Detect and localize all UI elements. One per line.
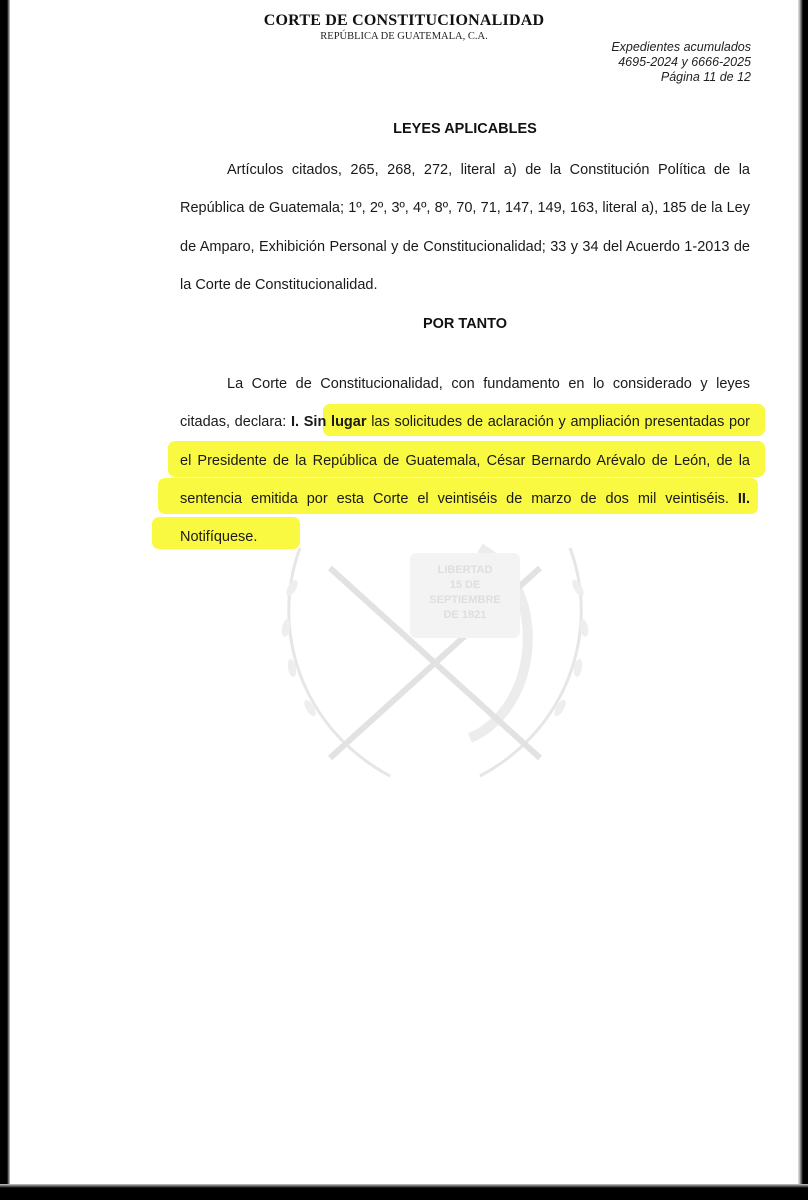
laws-paragraph: Artículos citados, 265, 268, 272, literal a) de la Constitución Política de la República de Guatemala; 1º, 2º, 3º, 4º, 8º, 70, 71, 147, 149, 163, literal a), 185 de la Ley de Amparo, Exhibición Personal y de Constitucionalidad; 33 y 34 del Acuerdo 1-2013 de la Corte de Constitucionalidad. [180, 162, 750, 293]
item-one-ruling: Sin lugar [303, 414, 367, 431]
therefore-heading: POR TANTO [422, 316, 508, 332]
item-two-text: Notifíquese. [180, 529, 258, 546]
seal-text-line1: LIBERTAD [437, 564, 493, 576]
seal-text-line2: 15 DE [449, 579, 481, 591]
resolution-paragraph [180, 365, 750, 556]
country-subtitle: REPÚBLICA DE GUATEMALA, C.A. [320, 31, 488, 42]
laws-heading: LEYES APLICABLES [393, 121, 537, 137]
seal-text-line3: SEPTIEMBRE [429, 594, 501, 606]
item-two-number: II. [737, 490, 750, 507]
scan-border-right [798, 0, 808, 1200]
file-reference-line2: 4695-2024 y 6666-2025 [618, 55, 751, 69]
scan-border-left [0, 0, 10, 1200]
scan-border-bottom [0, 1184, 808, 1200]
file-reference [611, 40, 751, 85]
file-reference-line1: Expedientes acumulados [611, 40, 751, 54]
item-one-number: I. [290, 414, 300, 431]
court-name: CORTE DE CONSTITUCIONALIDAD [263, 12, 545, 29]
seal-text-line4: DE 1821 [443, 609, 487, 621]
page-number: Página 11 de 12 [660, 70, 751, 84]
resolution-intro: La Corte de Constitucionalidad, con fundamento en lo considerado y leyes citadas, declara: [180, 376, 750, 431]
item-one-text: las solicitudes de aclaración y ampliación presentadas por el Presidente de la República de Guatemala, César Bernardo Arévalo de León, de la sentencia emitida por esta Corte el veintiséis de marzo de dos mil veintiséis. [180, 414, 750, 507]
